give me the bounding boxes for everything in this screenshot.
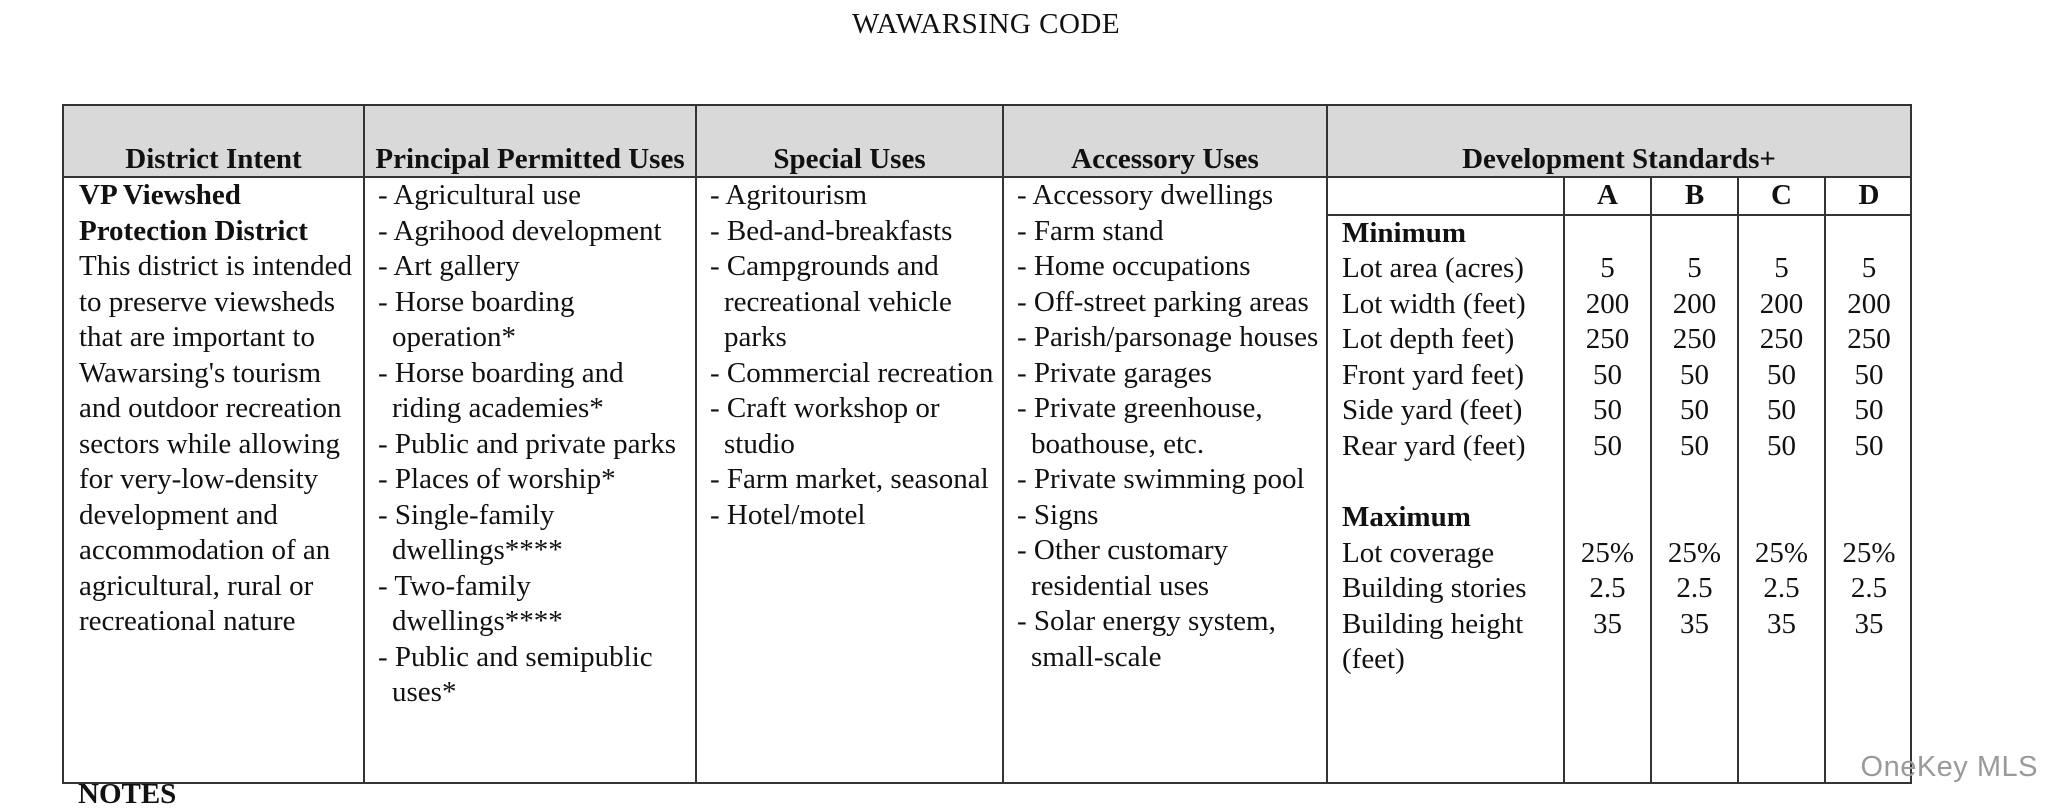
zoning-table bbox=[62, 104, 1912, 784]
standard-label: Rear yard (feet) bbox=[1342, 429, 1526, 462]
standard-value: 50 bbox=[1651, 393, 1738, 429]
standards-empty-cell bbox=[1651, 464, 1738, 536]
standards-row bbox=[1328, 287, 1912, 323]
standards-filler-cell bbox=[1564, 678, 1651, 782]
accessory-use-item: - Farm stand bbox=[1017, 214, 1326, 250]
standard-value: 250 bbox=[1651, 322, 1738, 358]
permitted-use-item: - Places of worship* bbox=[378, 462, 695, 498]
permitted-use-item: - Public and private parks bbox=[378, 427, 695, 463]
standards-empty-cell bbox=[1825, 215, 1912, 252]
standards-row bbox=[1328, 536, 1912, 572]
standard-value: 250 bbox=[1825, 322, 1912, 358]
standard-value: 50 bbox=[1651, 358, 1738, 394]
accessory-use-item: - Other customary residential uses bbox=[1017, 533, 1326, 604]
standards-column-b: B bbox=[1651, 178, 1738, 215]
standard-value: 5 bbox=[1825, 251, 1912, 287]
district-intent-text: This district is intended to preserve viewsheds that are important to Wawarsing's tourism and outdoor recreation sectors while allowing for very-low-density development and accommodation of an agricultural, rural or recreational nature bbox=[79, 250, 353, 637]
accessory-use-item: - Private swimming pool bbox=[1017, 462, 1326, 498]
standard-value: 25% bbox=[1738, 536, 1825, 572]
accessory-use-item: - Home occupations bbox=[1017, 249, 1326, 285]
accessory-use-item: - Accessory dwellings bbox=[1017, 178, 1326, 214]
standards-row bbox=[1328, 322, 1912, 358]
development-standards-cell bbox=[1327, 177, 1911, 783]
minimum-heading: Minimum bbox=[1342, 216, 1467, 249]
maximum-heading-row bbox=[1328, 464, 1912, 536]
standards-empty-cell bbox=[1651, 215, 1738, 252]
standard-value: 2.5 bbox=[1825, 571, 1912, 607]
standards-column-c: C bbox=[1738, 178, 1825, 215]
special-use-item: - Craft workshop or studio bbox=[710, 391, 1002, 462]
standard-value: 5 bbox=[1738, 251, 1825, 287]
standards-filler-cell bbox=[1738, 678, 1825, 782]
standard-value: 50 bbox=[1564, 393, 1651, 429]
standard-label: Side yard (feet) bbox=[1342, 394, 1523, 426]
permitted-use-item: - Single-family dwellings**** bbox=[378, 498, 695, 569]
accessory-use-item: - Off-street parking areas bbox=[1017, 285, 1326, 321]
standards-column-d: D bbox=[1825, 178, 1912, 215]
standard-label: Front yard feet) bbox=[1342, 358, 1524, 391]
standards-row bbox=[1328, 251, 1912, 287]
standards-filler-row bbox=[1328, 678, 1912, 782]
standards-row bbox=[1328, 571, 1912, 607]
minimum-heading-row bbox=[1328, 215, 1912, 252]
special-use-item: - Farm market, seasonal bbox=[710, 462, 1002, 498]
standard-value: 200 bbox=[1651, 287, 1738, 323]
permitted-use-item: - Agricultural use bbox=[378, 178, 695, 214]
district-intent-cell bbox=[63, 177, 364, 783]
permitted-uses-list bbox=[378, 178, 695, 711]
district-row bbox=[63, 177, 1911, 783]
accessory-use-item: - Signs bbox=[1017, 498, 1326, 534]
standard-value: 2.5 bbox=[1564, 571, 1651, 607]
standard-value: 5 bbox=[1564, 251, 1651, 287]
standards-filler-cell bbox=[1651, 678, 1738, 782]
standard-value: 2.5 bbox=[1738, 571, 1825, 607]
permitted-use-item: - Art gallery bbox=[378, 249, 695, 285]
standard-value: 25% bbox=[1564, 536, 1651, 572]
standard-label: Lot width (feet) bbox=[1342, 287, 1526, 320]
standard-value: 50 bbox=[1825, 393, 1912, 429]
standard-value: 25% bbox=[1825, 536, 1912, 572]
permitted-use-item: - Horse boarding and riding academies* bbox=[378, 356, 695, 427]
standard-value: 35 bbox=[1738, 607, 1825, 678]
notes-heading: NOTES bbox=[78, 778, 177, 810]
standard-value: 200 bbox=[1564, 287, 1651, 323]
standards-column-header-row bbox=[1328, 178, 1912, 215]
standards-row bbox=[1328, 607, 1912, 678]
standard-value: 35 bbox=[1564, 607, 1651, 678]
maximum-heading: Maximum bbox=[1342, 501, 1471, 533]
standard-value: 50 bbox=[1651, 429, 1738, 465]
standard-value: 50 bbox=[1825, 429, 1912, 465]
special-use-item: - Commercial recreation bbox=[710, 356, 1002, 392]
standards-column-a: A bbox=[1564, 178, 1651, 215]
standard-label: Building stories bbox=[1342, 572, 1527, 604]
standard-value: 250 bbox=[1564, 322, 1651, 358]
standards-empty-cell bbox=[1564, 464, 1651, 536]
standard-value: 35 bbox=[1825, 607, 1912, 678]
standard-value: 50 bbox=[1564, 429, 1651, 465]
accessory-uses-cell bbox=[1003, 177, 1327, 783]
standards-empty-cell bbox=[1825, 464, 1912, 536]
special-use-item: - Campgrounds and recreational vehicle parks bbox=[710, 249, 1002, 356]
standard-value: 50 bbox=[1564, 358, 1651, 394]
watermark: OneKey MLS bbox=[1860, 751, 2038, 783]
accessory-uses-list bbox=[1017, 178, 1326, 675]
standard-value: 25% bbox=[1651, 536, 1738, 572]
standard-value: 50 bbox=[1738, 393, 1825, 429]
header-district-intent: District Intent bbox=[63, 105, 364, 177]
standards-empty-cell bbox=[1738, 215, 1825, 252]
header-accessory-uses: Accessory Uses bbox=[1003, 105, 1327, 177]
accessory-use-item: - Private greenhouse, boathouse, etc. bbox=[1017, 391, 1326, 462]
special-uses-cell bbox=[696, 177, 1003, 783]
special-use-item: - Hotel/motel bbox=[710, 498, 1002, 534]
standard-label: Lot area (acres) bbox=[1342, 252, 1524, 284]
special-use-item: - Agritourism bbox=[710, 178, 1002, 214]
standard-value: 50 bbox=[1738, 358, 1825, 394]
standards-row bbox=[1328, 393, 1912, 429]
accessory-use-item: - Private garages bbox=[1017, 356, 1326, 392]
header-development-standards: Development Standards+ bbox=[1327, 105, 1911, 177]
standards-filler-cell bbox=[1328, 678, 1564, 782]
district-name: VP Viewshed Protection District bbox=[79, 179, 308, 247]
permitted-use-item: - Agrihood development bbox=[378, 214, 695, 250]
permitted-use-item: - Horse boarding operation* bbox=[378, 285, 695, 356]
special-use-item: - Bed-and-breakfasts bbox=[710, 214, 1002, 250]
standard-value: 250 bbox=[1738, 322, 1825, 358]
standard-label: Building height (feet) bbox=[1342, 607, 1524, 675]
standard-value: 2.5 bbox=[1651, 571, 1738, 607]
standards-row bbox=[1328, 429, 1912, 465]
special-uses-list bbox=[710, 178, 1002, 533]
permitted-use-item: - Two-family dwellings**** bbox=[378, 569, 695, 640]
header-permitted-uses: Principal Permitted Uses bbox=[364, 105, 696, 177]
standard-value: 35 bbox=[1651, 607, 1738, 678]
accessory-use-item: - Solar energy system, small-scale bbox=[1017, 604, 1326, 675]
standard-label: Lot coverage bbox=[1342, 536, 1495, 569]
permitted-uses-cell bbox=[364, 177, 696, 783]
document-title: WAWARSING CODE bbox=[851, 8, 1121, 40]
header-special-uses: Special Uses bbox=[696, 105, 1003, 177]
standard-value: 200 bbox=[1825, 287, 1912, 323]
standard-value: 50 bbox=[1825, 358, 1912, 394]
standard-value: 50 bbox=[1738, 429, 1825, 465]
standard-label: Lot depth feet) bbox=[1342, 323, 1515, 355]
standards-corner-cell bbox=[1328, 178, 1564, 215]
standards-empty-cell bbox=[1738, 464, 1825, 536]
development-standards-table bbox=[1328, 178, 1912, 782]
standard-value: 5 bbox=[1651, 251, 1738, 287]
accessory-use-item: - Parish/parsonage houses bbox=[1017, 320, 1326, 356]
standards-row bbox=[1328, 358, 1912, 394]
header-row bbox=[63, 105, 1911, 177]
permitted-use-item: - Public and semipublic uses* bbox=[378, 640, 695, 711]
standards-empty-cell bbox=[1564, 215, 1651, 252]
standard-value: 200 bbox=[1738, 287, 1825, 323]
